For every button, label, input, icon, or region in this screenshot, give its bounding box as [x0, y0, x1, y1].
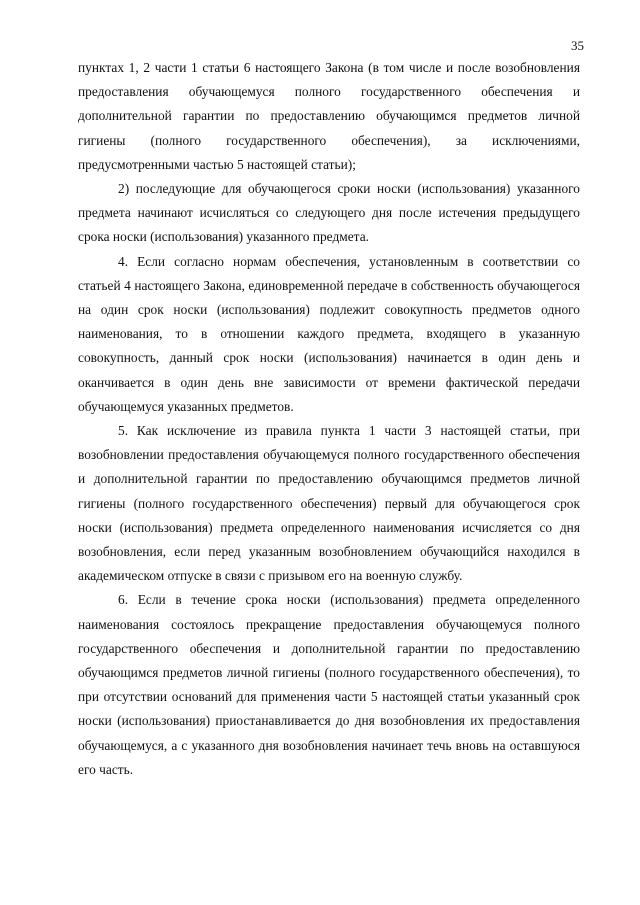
document-body — [78, 56, 580, 782]
paragraph-item-2: 2) последующие для обучающегося сроки носки (использования) указанного предмета начинают исчисляться со следующего дня после истечения предыдущего срока носки (использования) указанного предмета. — [78, 181, 580, 245]
paragraph-part-6: 6. Если в течение срока носки (использования) предмета определенного наименования состоялось прекращение предоставления обучающемуся полного государственного обеспечения и дополнительной гарантии по предоставлению обучающимся предметов личной гигиены (полного государственного обеспечения), то при отсутствии оснований для применения части 5 настоящей статьи указанный срок носки (использования) приостанавливается до дня возобновления их предоставления обучающемуся, а с указанного дня возобновления начинает течь вновь на оставшуюся его часть. — [78, 592, 580, 777]
paragraph-continuation: пунктах 1, 2 части 1 статьи 6 настоящего Закона (в том числе и после возобновления предоставления обучающемуся полного государственного обеспечения и дополнительной гарантии по предоставлению обучающимся предметов личной гигиены (полного государственного обеспечения), за исключениями, предусмотренными частью 5 настоящей статьи); — [78, 60, 580, 172]
paragraph-part-4: 4. Если согласно нормам обеспечения, установленным в соответствии со статьей 4 настоящего Закона, единовременной передаче в собственность обучающегося на один срок носки (использования) подлежит совокупность предметов одного наименования, то в отношении каждого предмета, входящего в указанную совокупность, данный срок носки (использования) начинается в один день и оканчивается в один день вне зависимости от времени фактической передачи обучающемуся указанных предметов. — [78, 253, 580, 414]
page-number: 35 — [571, 38, 584, 53]
paragraph-part-5: 5. Как исключение из правила пункта 1 части 3 настоящей статьи, при возобновлении предоставления обучающемуся полного государственного обеспечения и дополнительной гарантии по предоставлению обучающимся предметов личной гигиены (полного государственного обеспечения) первый для обучающегося срок носки (использования) предмета определенного наименования исчисляется со дня возобновления, если перед указанным возобновлением обучающийся находился в академическом отпуске в связи с призывом его на военную службу. — [78, 423, 580, 584]
